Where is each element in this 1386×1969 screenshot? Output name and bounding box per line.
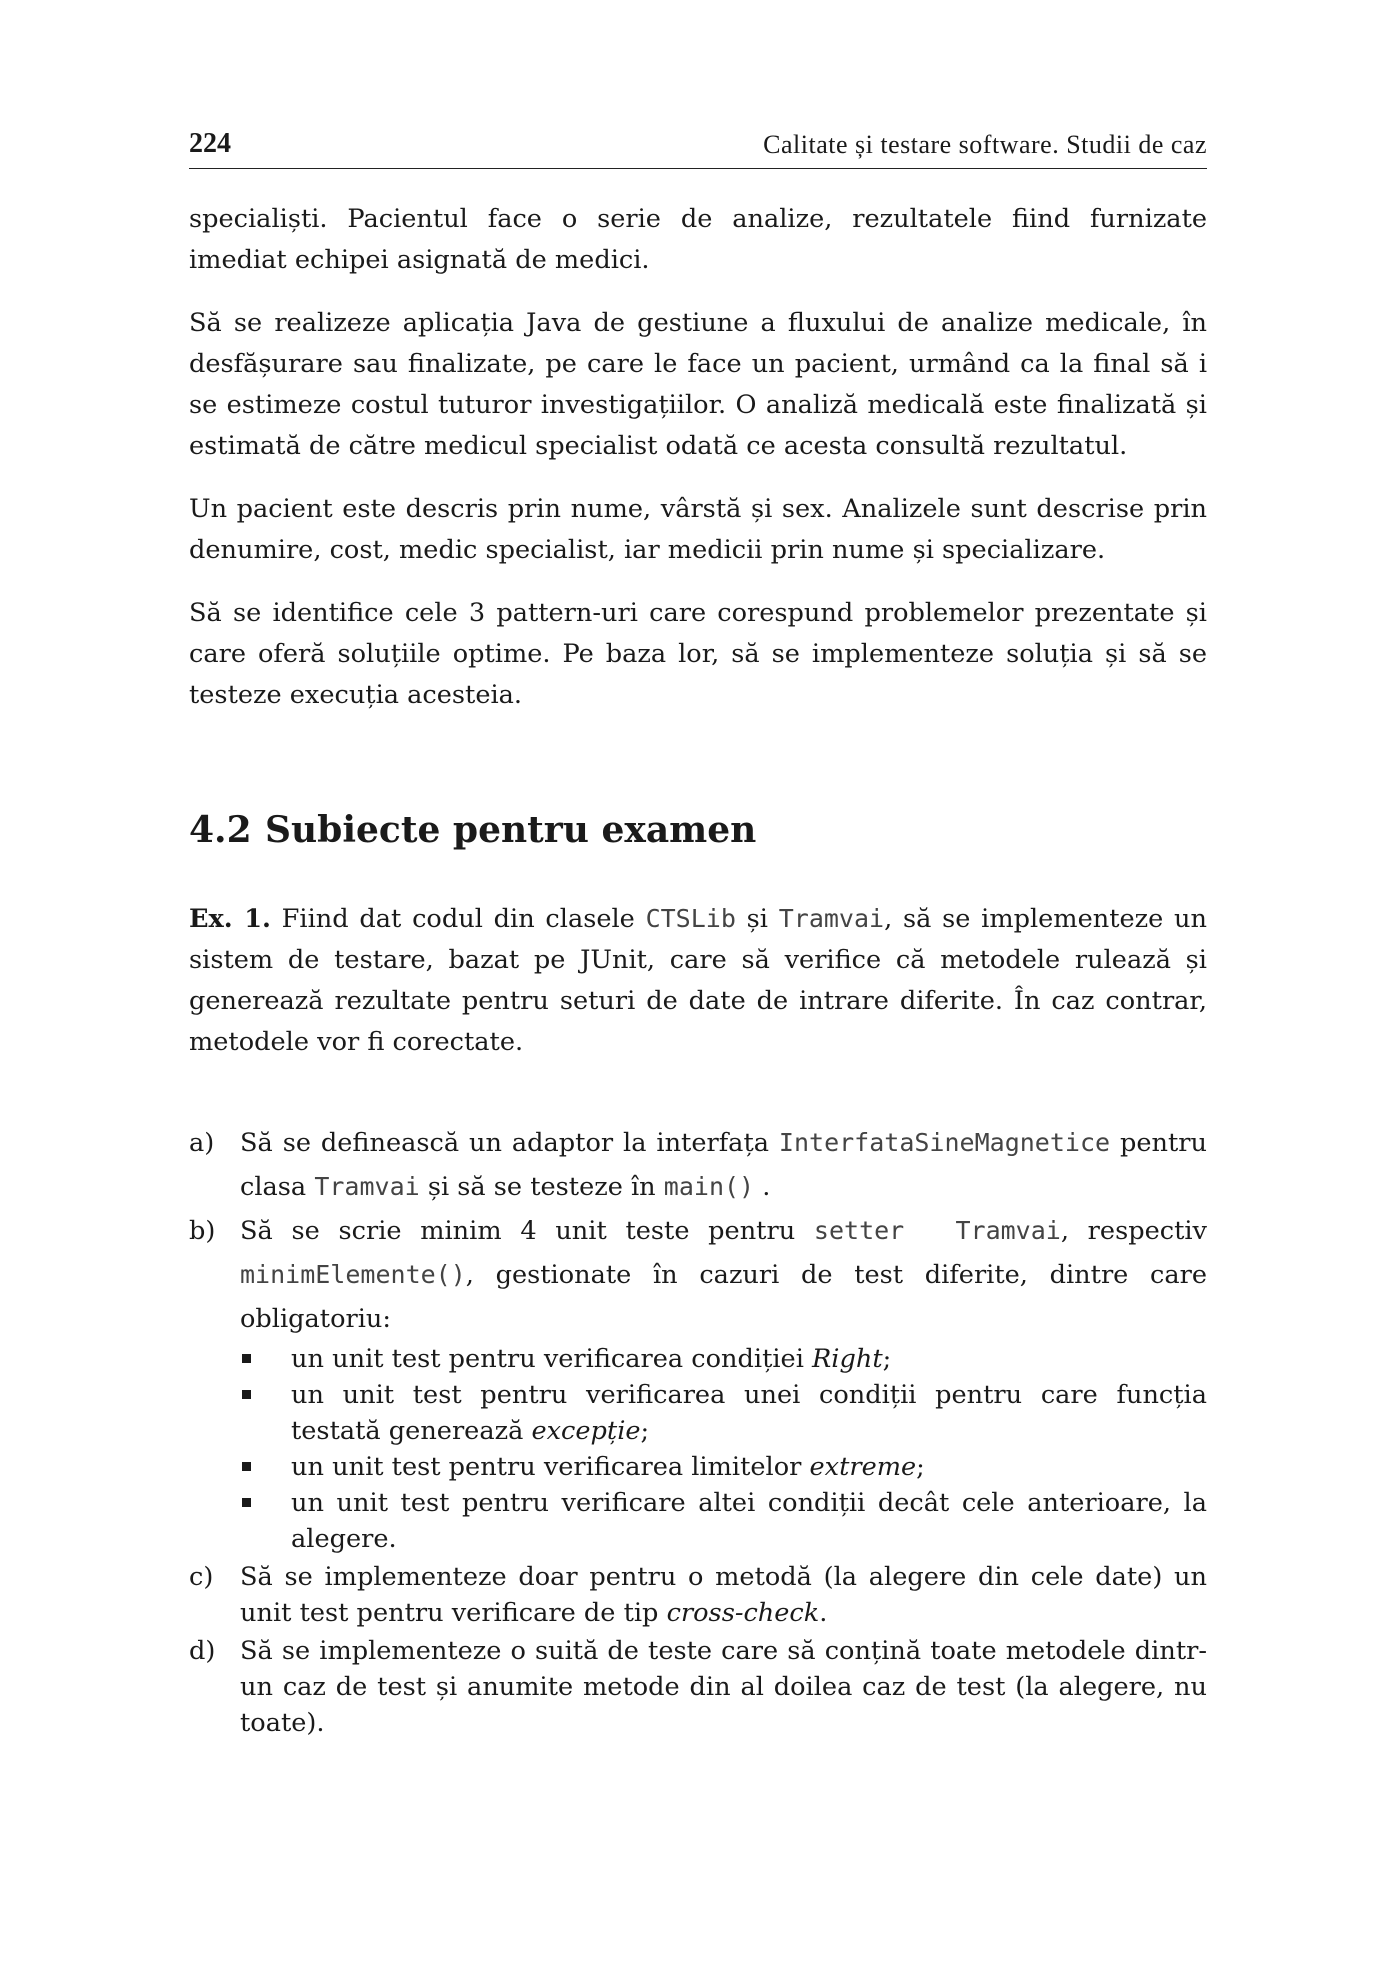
bullet-emphasis: Right (812, 1344, 883, 1374)
paragraph-4: Să se identifice cele 3 pattern-uri care corespund problemelor prezentate și care oferă soluțiile optime. Pe baza lor, să se implementeze soluția și să se testeze execuția acesteia. (189, 598, 1207, 710)
item-a-text-4: . (762, 1172, 771, 1202)
bullet-square-icon (242, 1498, 251, 1507)
item-c-text-2: . (819, 1598, 828, 1628)
bullet-square-icon (242, 1390, 251, 1399)
exercise-text-3: , să se implementeze un sistem de testare, bazat pe JUnit, care să verifice că metodele rulează și generează rezultate pentru seturi de date de intrare diferite. În caz contrar, metodele vor fi corectate. (189, 904, 1207, 1057)
item-b-text-1: Să se scrie minim 4 unit teste pentru (240, 1216, 796, 1246)
bullet-item (242, 1377, 1207, 1449)
item-label-b: b) (189, 1216, 216, 1246)
bullet-text: un unit test pentru verificarea limitelor (291, 1452, 810, 1482)
book-page (189, 118, 1207, 1741)
section-number: 4.2 (189, 809, 252, 851)
item-a-text-1: Să se definească un adaptor la interfața (240, 1128, 769, 1158)
bullet-emphasis: extreme (809, 1452, 917, 1482)
page-header (189, 118, 1207, 169)
item-label-a: a) (189, 1128, 215, 1158)
list-item-c (189, 1559, 1207, 1631)
bullet-suffix: ; (640, 1416, 650, 1446)
paragraph-1: specialiști. Pacientul face o serie de analize, rezultatele fiind furnizate imediat echipei asignată de medici. (189, 204, 1207, 275)
item-a-text-3: și să se testeze în (427, 1172, 656, 1202)
list-item-a (189, 1121, 1207, 1209)
code-ctslib: CTSLib (645, 904, 736, 933)
bullet-text: un unit test pentru verificare altei condiții decât cele anterioare, la alegere. (291, 1488, 1207, 1554)
section-heading (189, 808, 1207, 852)
bullet-square-icon (242, 1462, 251, 1471)
item-b-text-3: , gestionate în cazuri de test diferite, dintre care obligatoriu: (240, 1260, 1207, 1334)
code-interfata: InterfataSineMagnetice (778, 1128, 1111, 1157)
code-setter: setter Tramvai (813, 1216, 1061, 1245)
exercise-statement (189, 898, 1207, 1063)
item-d-text: Să se implementeze o suită de teste care să conțină toate metodele dintr-un caz de test și anumite metode din al doilea caz de test (la alegere, nu toate). (240, 1636, 1207, 1738)
bullet-text: un unit test pentru verificarea unei condiții pentru care funcția testată generează (291, 1380, 1207, 1446)
bullet-item (242, 1485, 1207, 1557)
code-minim: minimElemente() (240, 1260, 466, 1289)
requirements-list (189, 1121, 1207, 1741)
bullet-suffix: ; (882, 1344, 892, 1374)
paragraph-2: Să se realizeze aplicația Java de gestiune a fluxului de analize medicale, în desfășurare sau finalizate, pe care le face un pacient, urmând ca la final să i se estimeze costul tuturor investigațiilor. O analiză medicală este finalizată și estimată de către medicul specialist odată ce acesta consultă rezultatul. (189, 308, 1207, 461)
item-c-emphasis: cross-check (666, 1598, 820, 1628)
bullet-item (242, 1341, 1207, 1377)
item-label-d: d) (189, 1636, 216, 1666)
paragraph-3: Un pacient este descris prin nume, vârstă și sex. Analizele sunt descrise prin denumire, cost, medic specialist, iar medicii prin nume și specializare. (189, 494, 1207, 565)
exercise-text-2: și (746, 904, 768, 934)
item-label-c: c) (189, 1562, 214, 1592)
running-title: Calitate și testare software. Studii de caz (763, 130, 1207, 159)
item-b-text-2: , respectiv (1060, 1216, 1207, 1246)
page-number: 224 (189, 128, 231, 159)
bullet-suffix: ; (916, 1452, 925, 1482)
bullet-square-icon (242, 1354, 251, 1363)
item-a-text-2: pentru clasa (240, 1128, 1208, 1202)
section-title: Subiecte pentru examen (265, 809, 757, 851)
list-item-b (189, 1209, 1207, 1341)
code-main: main() (663, 1172, 755, 1201)
code-tramvai-a: Tramvai (314, 1172, 420, 1201)
item-c-text-1: Să se implementeze doar pentru o metodă (la alegere din cele date) un unit test pentru verificare de tip (240, 1562, 1207, 1628)
bullet-item (242, 1449, 1207, 1485)
list-item-d (189, 1633, 1207, 1741)
code-tramvai: Tramvai (778, 904, 885, 933)
exercise-label: Ex. 1. (189, 904, 271, 934)
bullet-text: un unit test pentru verificarea condiției (291, 1344, 813, 1374)
bullet-emphasis: excepție (531, 1416, 641, 1446)
exercise-text-1: Fiind dat codul din clasele (281, 904, 635, 934)
